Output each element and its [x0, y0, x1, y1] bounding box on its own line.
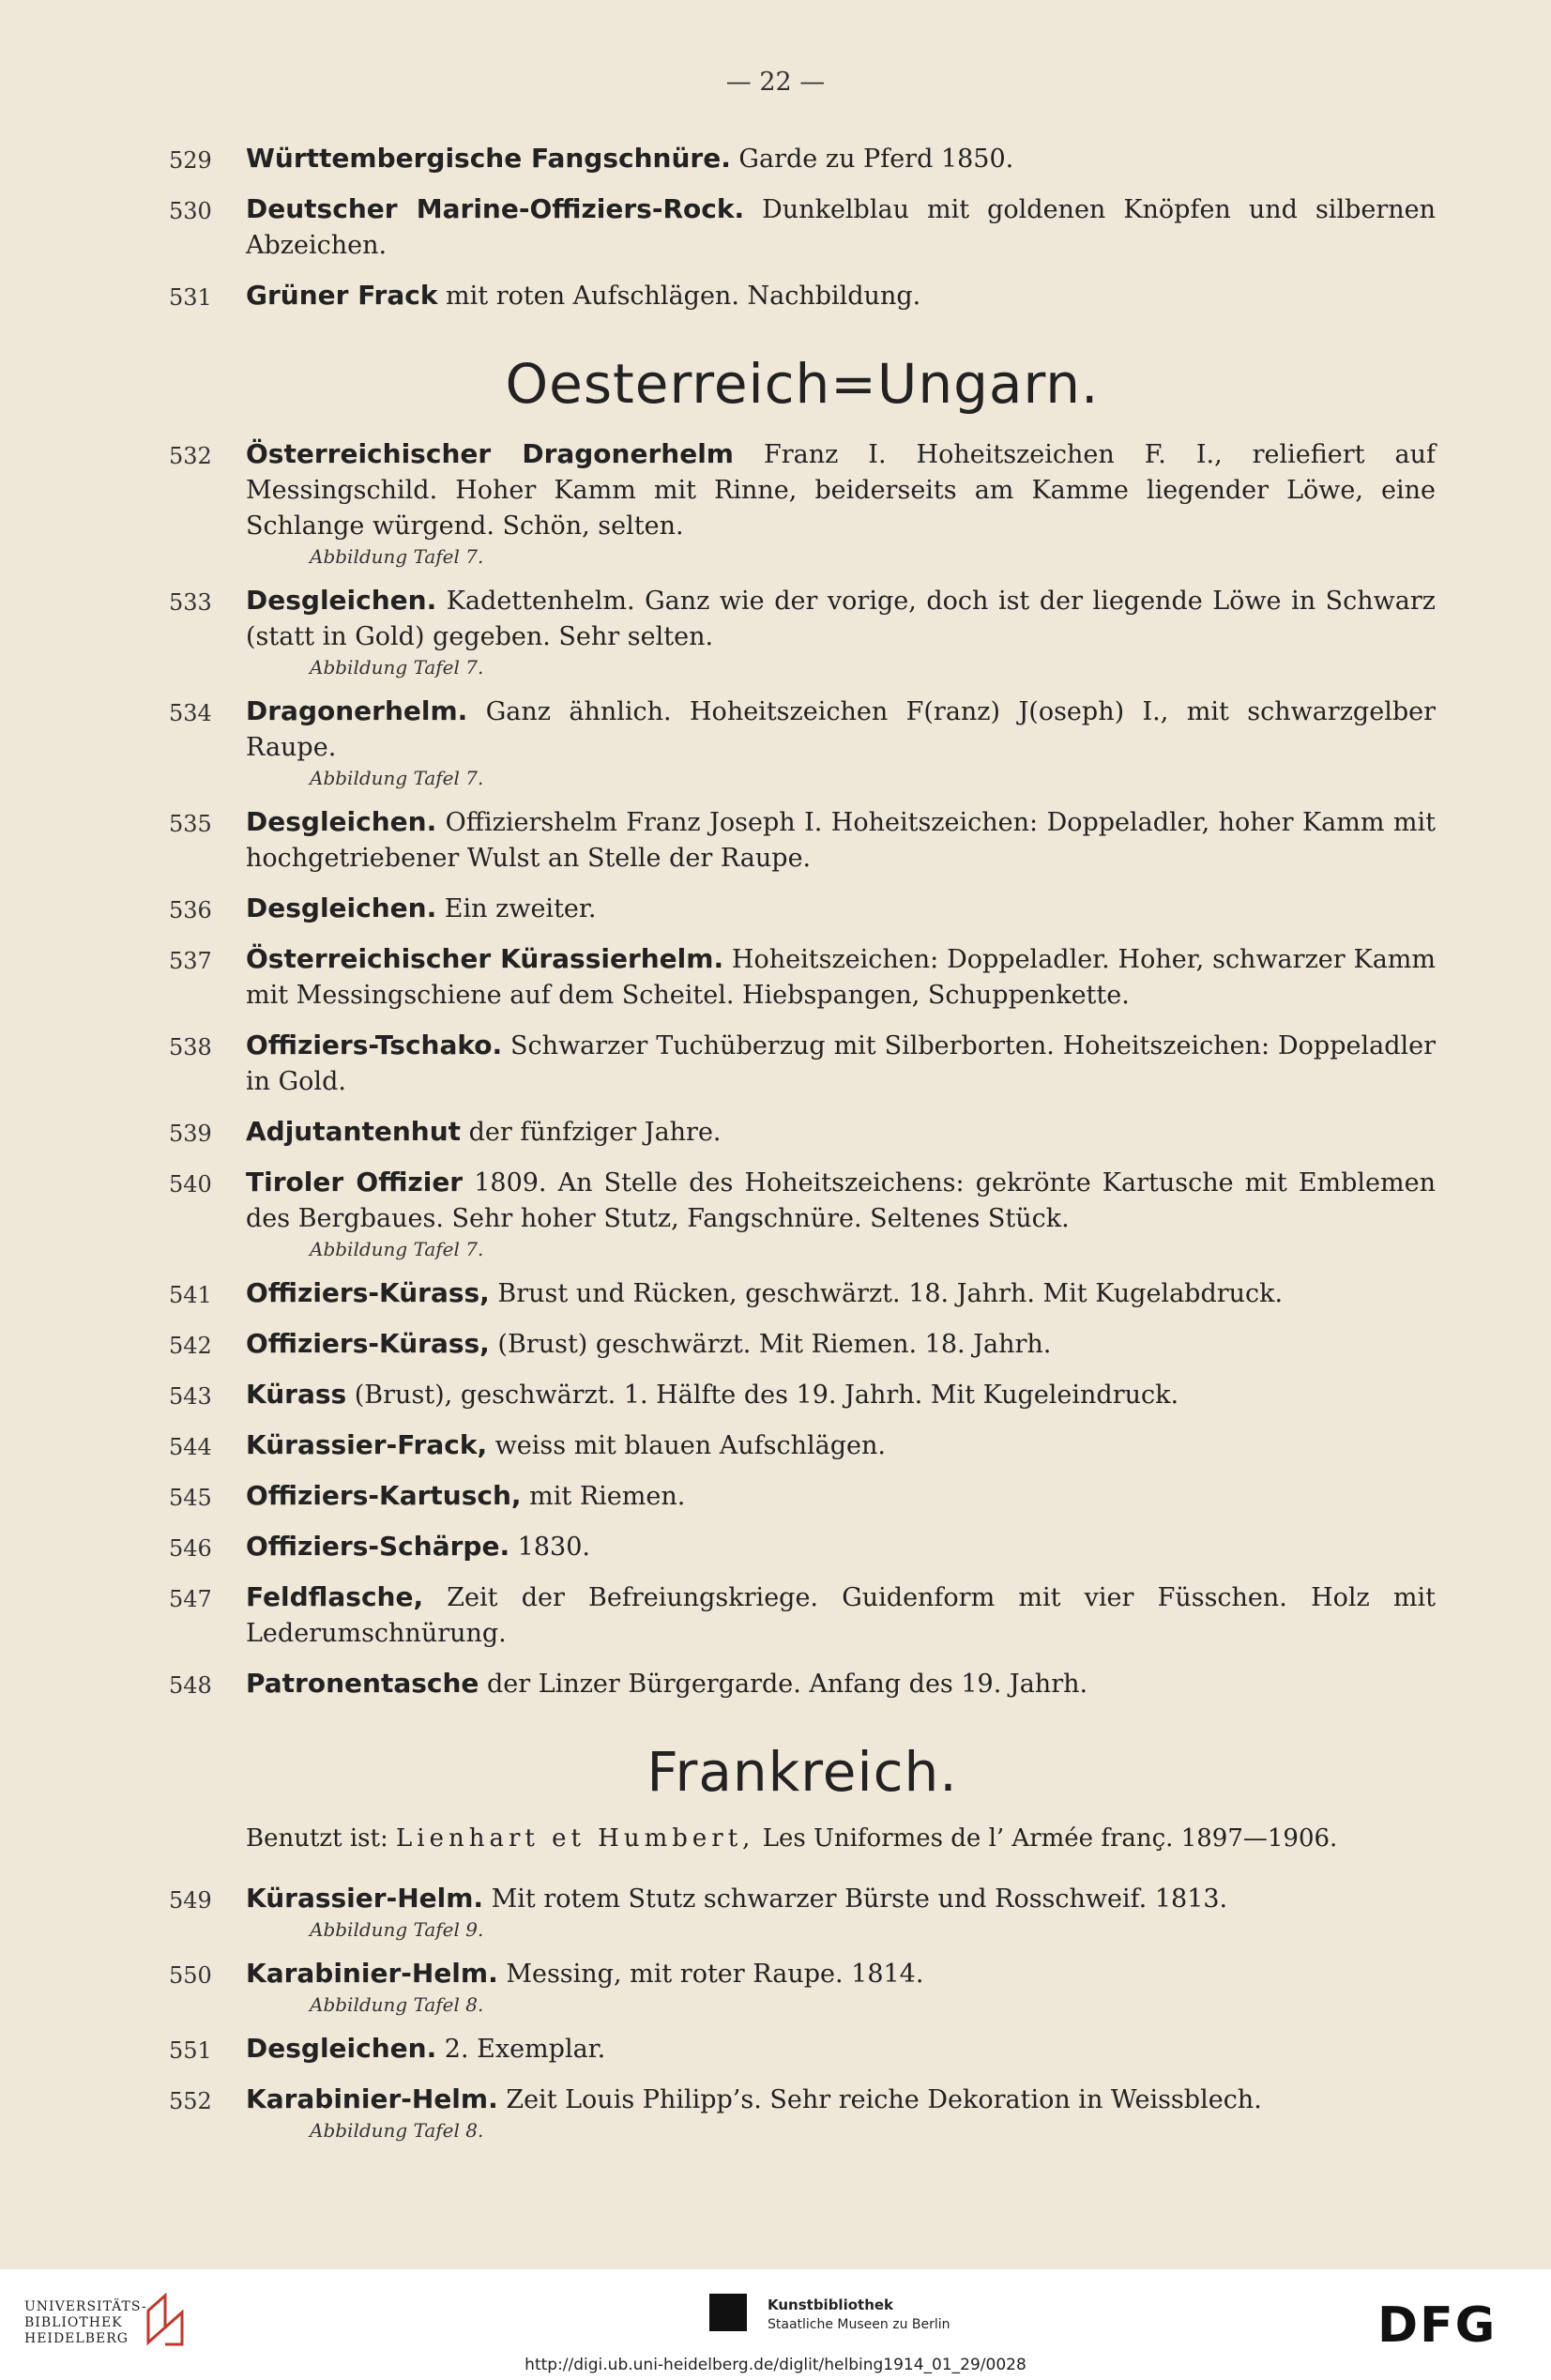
entry-name: Desgleichen.: [246, 892, 437, 923]
entry-number: 536: [169, 897, 212, 923]
entry-name: Kürass: [246, 1379, 347, 1410]
entry-description: 2. Exemplar.: [436, 2035, 606, 2064]
entry-name: Österreichischer Kürassierhelm.: [246, 943, 724, 974]
entry-number: 532: [169, 443, 212, 469]
entry-name: Karabinier-Helm.: [246, 2083, 498, 2114]
entry-name: Offiziers-Kartusch,: [246, 1480, 522, 1511]
section-germany-entries: [169, 141, 1436, 314]
catalog-entry: [169, 1114, 1436, 1151]
entry-description: Offiziershelm Franz Joseph I. Hoheitszeichen: Doppeladler, hoher Kamm mit hochgetriebener Wulst an Stelle der Raupe.: [246, 808, 1436, 873]
entry-number: 537: [169, 948, 212, 974]
entry-text: [246, 1956, 1436, 1992]
entry-number: 531: [169, 284, 212, 311]
ub-heidelberg-wordmark[interactable]: [24, 2299, 147, 2347]
entry-number: 545: [169, 1485, 212, 1511]
entry-text: [246, 804, 1436, 877]
entry-description: der fünfziger Jahre.: [461, 1118, 722, 1147]
catalog-entry: [169, 278, 1436, 314]
entry-name: Kürassier-Helm.: [246, 1883, 484, 1914]
entry-number: 530: [169, 198, 212, 224]
entry-description: weiss mit blauen Aufschlägen.: [487, 1431, 886, 1460]
entry-number: 538: [169, 1034, 212, 1060]
entry-text: [246, 1114, 1436, 1151]
dfg-logo[interactable]: DFG: [1377, 2297, 1498, 2354]
catalog-entry: [169, 1427, 1436, 1464]
catalog-entry: [169, 1326, 1436, 1363]
catalog-entry: [169, 694, 1436, 790]
entry-number: 548: [169, 1672, 212, 1699]
catalog-entry: [169, 1666, 1436, 1702]
entry-description: Schwarzer Tuchüberzug mit Silberborten. Hoheitszeichen: Doppeladler in Gold.: [246, 1031, 1436, 1096]
entry-name: Desgleichen.: [246, 806, 437, 837]
ub-logo-icon: [141, 2290, 188, 2352]
page-number: — 22 —: [725, 68, 826, 97]
source-prefix: Benutzt ist:: [246, 1824, 396, 1853]
entry-name: Karabinier-Helm.: [246, 1958, 498, 1989]
heading-austria-hungary: Oesterreich=Ungarn.: [505, 352, 1100, 416]
entry-number: 539: [169, 1121, 212, 1147]
catalog-entry: [169, 1478, 1436, 1515]
entry-description: Franz I. Hoheitszeichen F. I., reliefiert auf Messingschild. Hoher Kamm mit Rinne, beiderseits am Kamme liegender Löwe, eine Schlange würgend. Schön, selten.: [246, 440, 1436, 541]
entry-name: Kürassier-Frack,: [246, 1429, 488, 1460]
entry-plate-reference: Abbildung Tafel 7.: [310, 767, 484, 789]
entry-description: der Linzer Bürgergarde. Anfang des 19. Jahrh.: [479, 1670, 1088, 1699]
entry-description: Brust und Rücken, geschwärzt. 18. Jahrh. Mit Kugelabdruck.: [489, 1279, 1284, 1308]
kunstbibliothek-subtitle: Staatliche Museen zu Berlin: [768, 2317, 950, 2332]
catalog-entry: [169, 2082, 1436, 2143]
source-url-link[interactable]: http://digi.ub.uni-heidelberg.de/diglit/helbing1914_01_29/0028: [525, 2356, 1026, 2374]
heading-france: Frankreich.: [646, 1740, 958, 1804]
entry-text: [246, 583, 1436, 655]
entry-name: Österreichischer Dragonerhelm: [246, 438, 734, 469]
entry-name: Offiziers-Schärpe.: [246, 1531, 510, 1562]
catalog-entry: [169, 891, 1436, 927]
kunstbibliothek-text: [768, 2296, 950, 2334]
entry-text: [246, 1326, 1436, 1363]
catalog-entry: [169, 583, 1436, 679]
entry-description: Ein zweiter.: [436, 894, 597, 923]
catalog-entry: [169, 1377, 1436, 1413]
entry-name: Deutscher Marine-Offiziers-Rock.: [246, 193, 745, 224]
entry-description: Hoheitszeichen: Doppeladler. Hoher, schwarzer Kamm mit Messingschiene auf dem Scheitel. Hiebspangen, Schuppenkette.: [246, 945, 1436, 1010]
catalog-entry: [169, 141, 1436, 177]
entry-text: [246, 1028, 1436, 1100]
entry-plate-reference: Abbildung Tafel 7.: [310, 545, 484, 568]
catalog-entry: [169, 1529, 1436, 1565]
entry-description: 1809. An Stelle des Hoheitszeichens: gekrönte Kartusche mit Emblemen des Bergbaues. Sehr hoher Stutz, Fangschnüre. Seltenes Stück.: [246, 1168, 1437, 1233]
entry-name: Dragonerhelm.: [246, 695, 468, 726]
catalog-entry: [169, 436, 1436, 569]
entry-number: 546: [169, 1535, 212, 1562]
entry-text: [246, 891, 1436, 927]
entry-plate-reference: Abbildung Tafel 9.: [310, 1918, 484, 1941]
entry-number: 549: [169, 1887, 212, 1914]
entry-description: Garde zu Pferd 1850.: [730, 145, 1014, 174]
catalog-entry: [169, 941, 1436, 1014]
entry-description: (Brust) geschwärzt. Mit Riemen. 18. Jahrh.: [489, 1330, 1052, 1359]
ub-line-2: BIBLIOTHEK: [24, 2315, 123, 2330]
source-reference: [169, 1824, 1436, 1853]
entry-number: 550: [169, 1962, 212, 1989]
entry-plate-reference: Abbildung Tafel 7.: [310, 656, 484, 679]
entry-name: Desgleichen.: [246, 2033, 437, 2064]
entry-text: [246, 941, 1436, 1014]
footer-bar: [0, 2269, 1551, 2380]
entry-text: [246, 436, 1436, 544]
entry-text: [246, 191, 1436, 264]
source-title: Les Uniformes de l’ Armée franç. 1897—1906.: [754, 1824, 1338, 1853]
catalog-entry: [169, 1881, 1436, 1942]
entry-description: 1830.: [509, 1533, 590, 1562]
entry-description: Messing, mit roter Raupe. 1814.: [497, 1960, 924, 1989]
entry-name: Tiroler Offizier: [246, 1167, 464, 1198]
entry-text: [246, 2082, 1436, 2118]
entry-description: mit roten Aufschlägen. Nachbildung.: [437, 282, 921, 311]
catalog-entry: [169, 1956, 1436, 2017]
section-austria-entries: [169, 436, 1436, 1702]
entry-number: 542: [169, 1333, 212, 1359]
entry-number: 529: [169, 147, 212, 174]
entry-text: [246, 141, 1436, 177]
entry-name: Württembergische Fangschnüre.: [246, 143, 731, 174]
entry-description: mit Riemen.: [521, 1482, 686, 1511]
entry-number: 543: [169, 1383, 212, 1410]
catalog-entry: [169, 1165, 1436, 1261]
entry-description: Mit rotem Stutz schwarzer Bürste und Rosschweif. 1813.: [483, 1884, 1228, 1914]
section-france-entries: [169, 1881, 1436, 2143]
entry-name: Patronentasche: [246, 1668, 479, 1699]
entry-text: [246, 1478, 1436, 1515]
entry-description: Kadettenhelm. Ganz wie der vorige, doch ist der liegende Löwe in Schwarz (statt in Gold) gegeben. Sehr selten.: [246, 587, 1436, 651]
entry-text: [246, 1881, 1436, 1917]
catalog-entry: [169, 1275, 1436, 1312]
entry-plate-reference: Abbildung Tafel 8.: [310, 1993, 484, 2016]
source-authors: Lienhart et Humbert,: [395, 1824, 755, 1853]
catalog-entry: [169, 804, 1436, 877]
entry-name: Grüner Frack: [246, 280, 438, 311]
kunstbibliothek-square-icon: [709, 2294, 747, 2331]
entry-text: [246, 1529, 1436, 1565]
catalog-entry: [169, 1028, 1436, 1100]
entry-plate-reference: Abbildung Tafel 7.: [310, 1238, 484, 1260]
kunstbibliothek-name: Kunstbibliothek: [768, 2296, 894, 2313]
entry-description: (Brust), geschwärzt. 1. Hälfte des 19. Jahrh. Mit Kugeleindruck.: [346, 1381, 1179, 1410]
entry-number: 541: [169, 1282, 212, 1308]
entry-name: Offiziers-Tschako.: [246, 1030, 503, 1060]
entry-text: [246, 278, 1436, 314]
entry-number: 552: [169, 2088, 212, 2114]
ub-line-1: UNIVERSITÄTS-: [24, 2299, 147, 2314]
entry-description: Zeit Louis Philipp’s. Sehr reiche Dekoration in Weissblech.: [497, 2085, 1262, 2114]
ub-line-3: HEIDELBERG: [24, 2331, 129, 2346]
entry-number: 547: [169, 1586, 212, 1612]
entry-name: Desgleichen.: [246, 585, 437, 616]
catalog-entry: [169, 1579, 1436, 1652]
entry-number: 535: [169, 811, 212, 837]
entry-name: Offiziers-Kürass,: [246, 1277, 490, 1308]
entry-name: Adjutantenhut: [246, 1116, 462, 1147]
entry-name: Feldflasche,: [246, 1581, 424, 1612]
entry-number: 544: [169, 1434, 212, 1460]
entry-text: [246, 2031, 1436, 2067]
entry-number: 551: [169, 2037, 212, 2064]
entry-text: [246, 1427, 1436, 1464]
catalog-entry: [169, 2031, 1436, 2067]
catalog-entry: [169, 191, 1436, 264]
entry-number: 534: [169, 700, 212, 726]
entry-description: Zeit der Befreiungskriege. Guidenform mit vier Füsschen. Holz mit Lederumschnürung.: [246, 1583, 1436, 1648]
entry-description: Dunkelblau mit goldenen Knöpfen und silbernen Abzeichen.: [246, 195, 1436, 260]
catalog-content: [169, 141, 1436, 2157]
entry-text: [246, 1377, 1436, 1413]
entry-number: 533: [169, 589, 212, 616]
entry-plate-reference: Abbildung Tafel 8.: [310, 2119, 484, 2142]
entry-number: 540: [169, 1171, 212, 1198]
entry-text: [246, 1165, 1436, 1237]
entry-description: Ganz ähnlich. Hoheitszeichen F(ranz) J(oseph) I., mit schwarzgelber Raupe.: [246, 697, 1436, 762]
entry-text: [246, 694, 1436, 766]
entry-text: [246, 1275, 1436, 1312]
entry-name: Offiziers-Kürass,: [246, 1328, 490, 1359]
entry-text: [246, 1666, 1436, 1702]
entry-text: [246, 1579, 1436, 1652]
